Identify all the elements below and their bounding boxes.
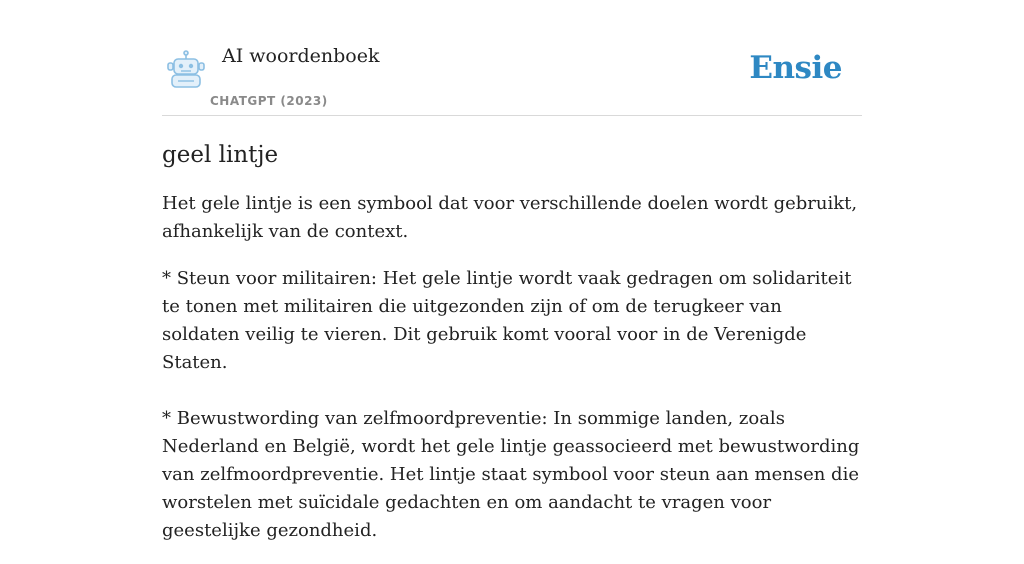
- entry-term: geel lintje: [162, 142, 279, 168]
- robot-icon: [166, 50, 206, 90]
- source-label: CHATGPT (2023): [210, 94, 328, 108]
- brand-logo[interactable]: Ensie: [749, 50, 842, 86]
- definition-paragraph: Het gele lintje is een symbool dat voor verschillende doelen wordt gebruikt, afhankelijk van de context.: [162, 193, 858, 242]
- entry-card: [162, 0, 862, 564]
- dictionary-title[interactable]: AI woordenboek: [222, 45, 380, 67]
- entry-header: [162, 0, 862, 116]
- entry-definition: [162, 190, 862, 545]
- definition-paragraph: * Steun voor militairen: Het gele lintje wordt vaak gedragen om solidariteit te tonen met militairen die uitgezonden zijn of om de terugkeer van soldaten veilig te vieren. Dit gebruik komt vooral voor in de Verenigde Staten.: [162, 268, 852, 373]
- definition-paragraph: * Bewustwording van zelfmoordpreventie: In sommige landen, zoals Nederland en België, wordt het gele lintje geassocieerd met bewustwording van zelfmoordpreventie. Het lintje staat symbool voor steun aan mensen die worstelen met suïcidale gedachten en om aandacht te vragen voor geestelijke gezondheid.: [162, 408, 860, 541]
